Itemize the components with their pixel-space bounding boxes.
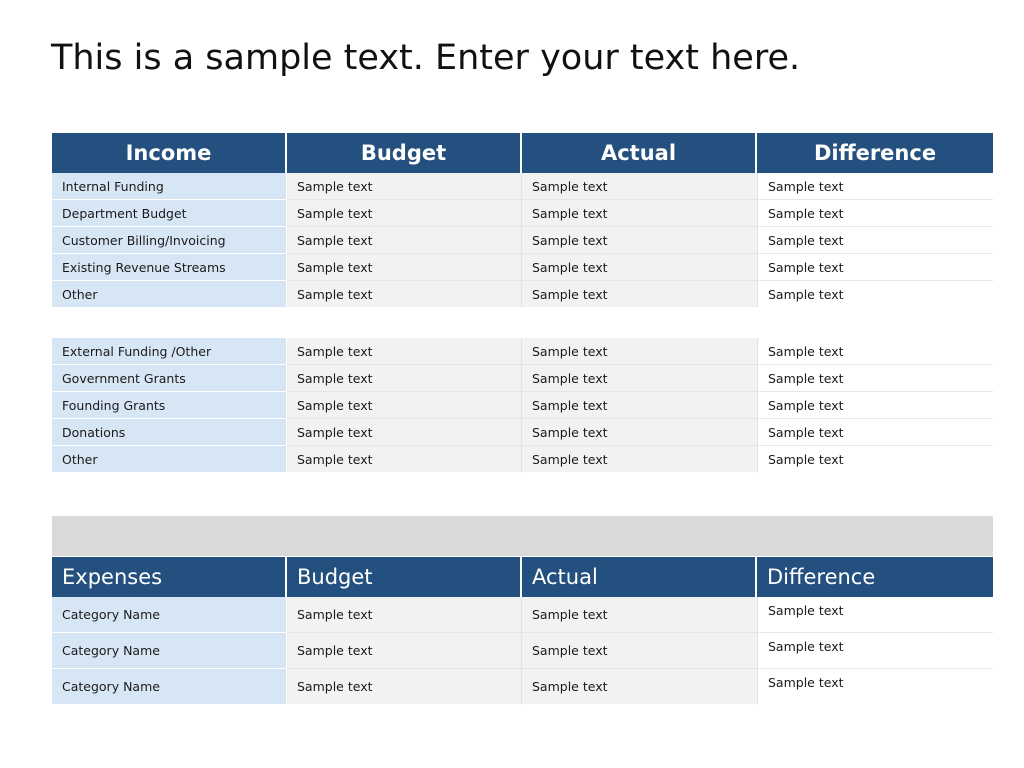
row-label: Donations <box>52 419 287 446</box>
actual-cell: Sample text <box>522 392 757 419</box>
row-label: Government Grants <box>52 365 287 392</box>
table-row <box>52 365 993 392</box>
table-row <box>52 173 993 200</box>
budget-cell: Sample text <box>287 419 522 446</box>
header-income: Income <box>52 133 287 173</box>
actual-cell: Sample text <box>522 338 757 365</box>
budget-cell: Sample text <box>287 173 522 200</box>
table-row <box>52 597 993 633</box>
table-row <box>52 669 993 705</box>
header-difference: Difference <box>757 557 993 597</box>
actual-cell: Sample text <box>522 365 757 392</box>
difference-cell: Sample text <box>757 338 993 365</box>
budget-cell: Sample text <box>287 365 522 392</box>
row-label: Category Name <box>52 597 287 633</box>
row-label: Department Budget <box>52 200 287 227</box>
row-label: External Funding /Other <box>52 338 287 365</box>
row-label: Customer Billing/Invoicing <box>52 227 287 254</box>
budget-cell: Sample text <box>287 254 522 281</box>
difference-cell: Sample text <box>757 281 993 308</box>
row-label: Internal Funding <box>52 173 287 200</box>
expenses-table <box>52 557 993 705</box>
budget-cell: Sample text <box>287 338 522 365</box>
budget-cell: Sample text <box>287 597 522 633</box>
separator-band <box>52 516 993 556</box>
budget-cell: Sample text <box>287 669 522 705</box>
page-title: This is a sample text. Enter your text here. <box>51 38 801 78</box>
expenses-header-row <box>52 557 993 597</box>
header-actual: Actual <box>522 557 757 597</box>
difference-cell: Sample text <box>757 392 993 419</box>
actual-cell: Sample text <box>522 597 757 633</box>
difference-cell: Sample text <box>757 597 993 633</box>
table-row <box>52 200 993 227</box>
budget-cell: Sample text <box>287 633 522 669</box>
header-difference: Difference <box>757 133 993 173</box>
difference-cell: Sample text <box>757 365 993 392</box>
header-expenses: Expenses <box>52 557 287 597</box>
income-header-row <box>52 133 993 173</box>
external-funding-table <box>52 338 993 473</box>
actual-cell: Sample text <box>522 669 757 705</box>
table-row <box>52 254 993 281</box>
table-row <box>52 338 993 365</box>
table-row <box>52 419 993 446</box>
header-actual: Actual <box>522 133 757 173</box>
row-label: Category Name <box>52 669 287 705</box>
row-label: Other <box>52 446 287 473</box>
header-budget: Budget <box>287 557 522 597</box>
budget-cell: Sample text <box>287 200 522 227</box>
table-row <box>52 392 993 419</box>
actual-cell: Sample text <box>522 281 757 308</box>
budget-cell: Sample text <box>287 227 522 254</box>
actual-cell: Sample text <box>522 227 757 254</box>
table-row <box>52 633 993 669</box>
actual-cell: Sample text <box>522 254 757 281</box>
actual-cell: Sample text <box>522 173 757 200</box>
difference-cell: Sample text <box>757 227 993 254</box>
income-table <box>52 133 993 308</box>
difference-cell: Sample text <box>757 633 993 669</box>
actual-cell: Sample text <box>522 200 757 227</box>
budget-cell: Sample text <box>287 392 522 419</box>
row-label: Other <box>52 281 287 308</box>
difference-cell: Sample text <box>757 200 993 227</box>
budget-cell: Sample text <box>287 281 522 308</box>
budget-cell: Sample text <box>287 446 522 473</box>
row-label: Founding Grants <box>52 392 287 419</box>
actual-cell: Sample text <box>522 633 757 669</box>
actual-cell: Sample text <box>522 446 757 473</box>
difference-cell: Sample text <box>757 446 993 473</box>
table-row <box>52 281 993 308</box>
header-budget: Budget <box>287 133 522 173</box>
row-label: Category Name <box>52 633 287 669</box>
difference-cell: Sample text <box>757 254 993 281</box>
difference-cell: Sample text <box>757 669 993 705</box>
row-label: Existing Revenue Streams <box>52 254 287 281</box>
difference-cell: Sample text <box>757 173 993 200</box>
table-row <box>52 446 993 473</box>
actual-cell: Sample text <box>522 419 757 446</box>
difference-cell: Sample text <box>757 419 993 446</box>
table-row <box>52 227 993 254</box>
